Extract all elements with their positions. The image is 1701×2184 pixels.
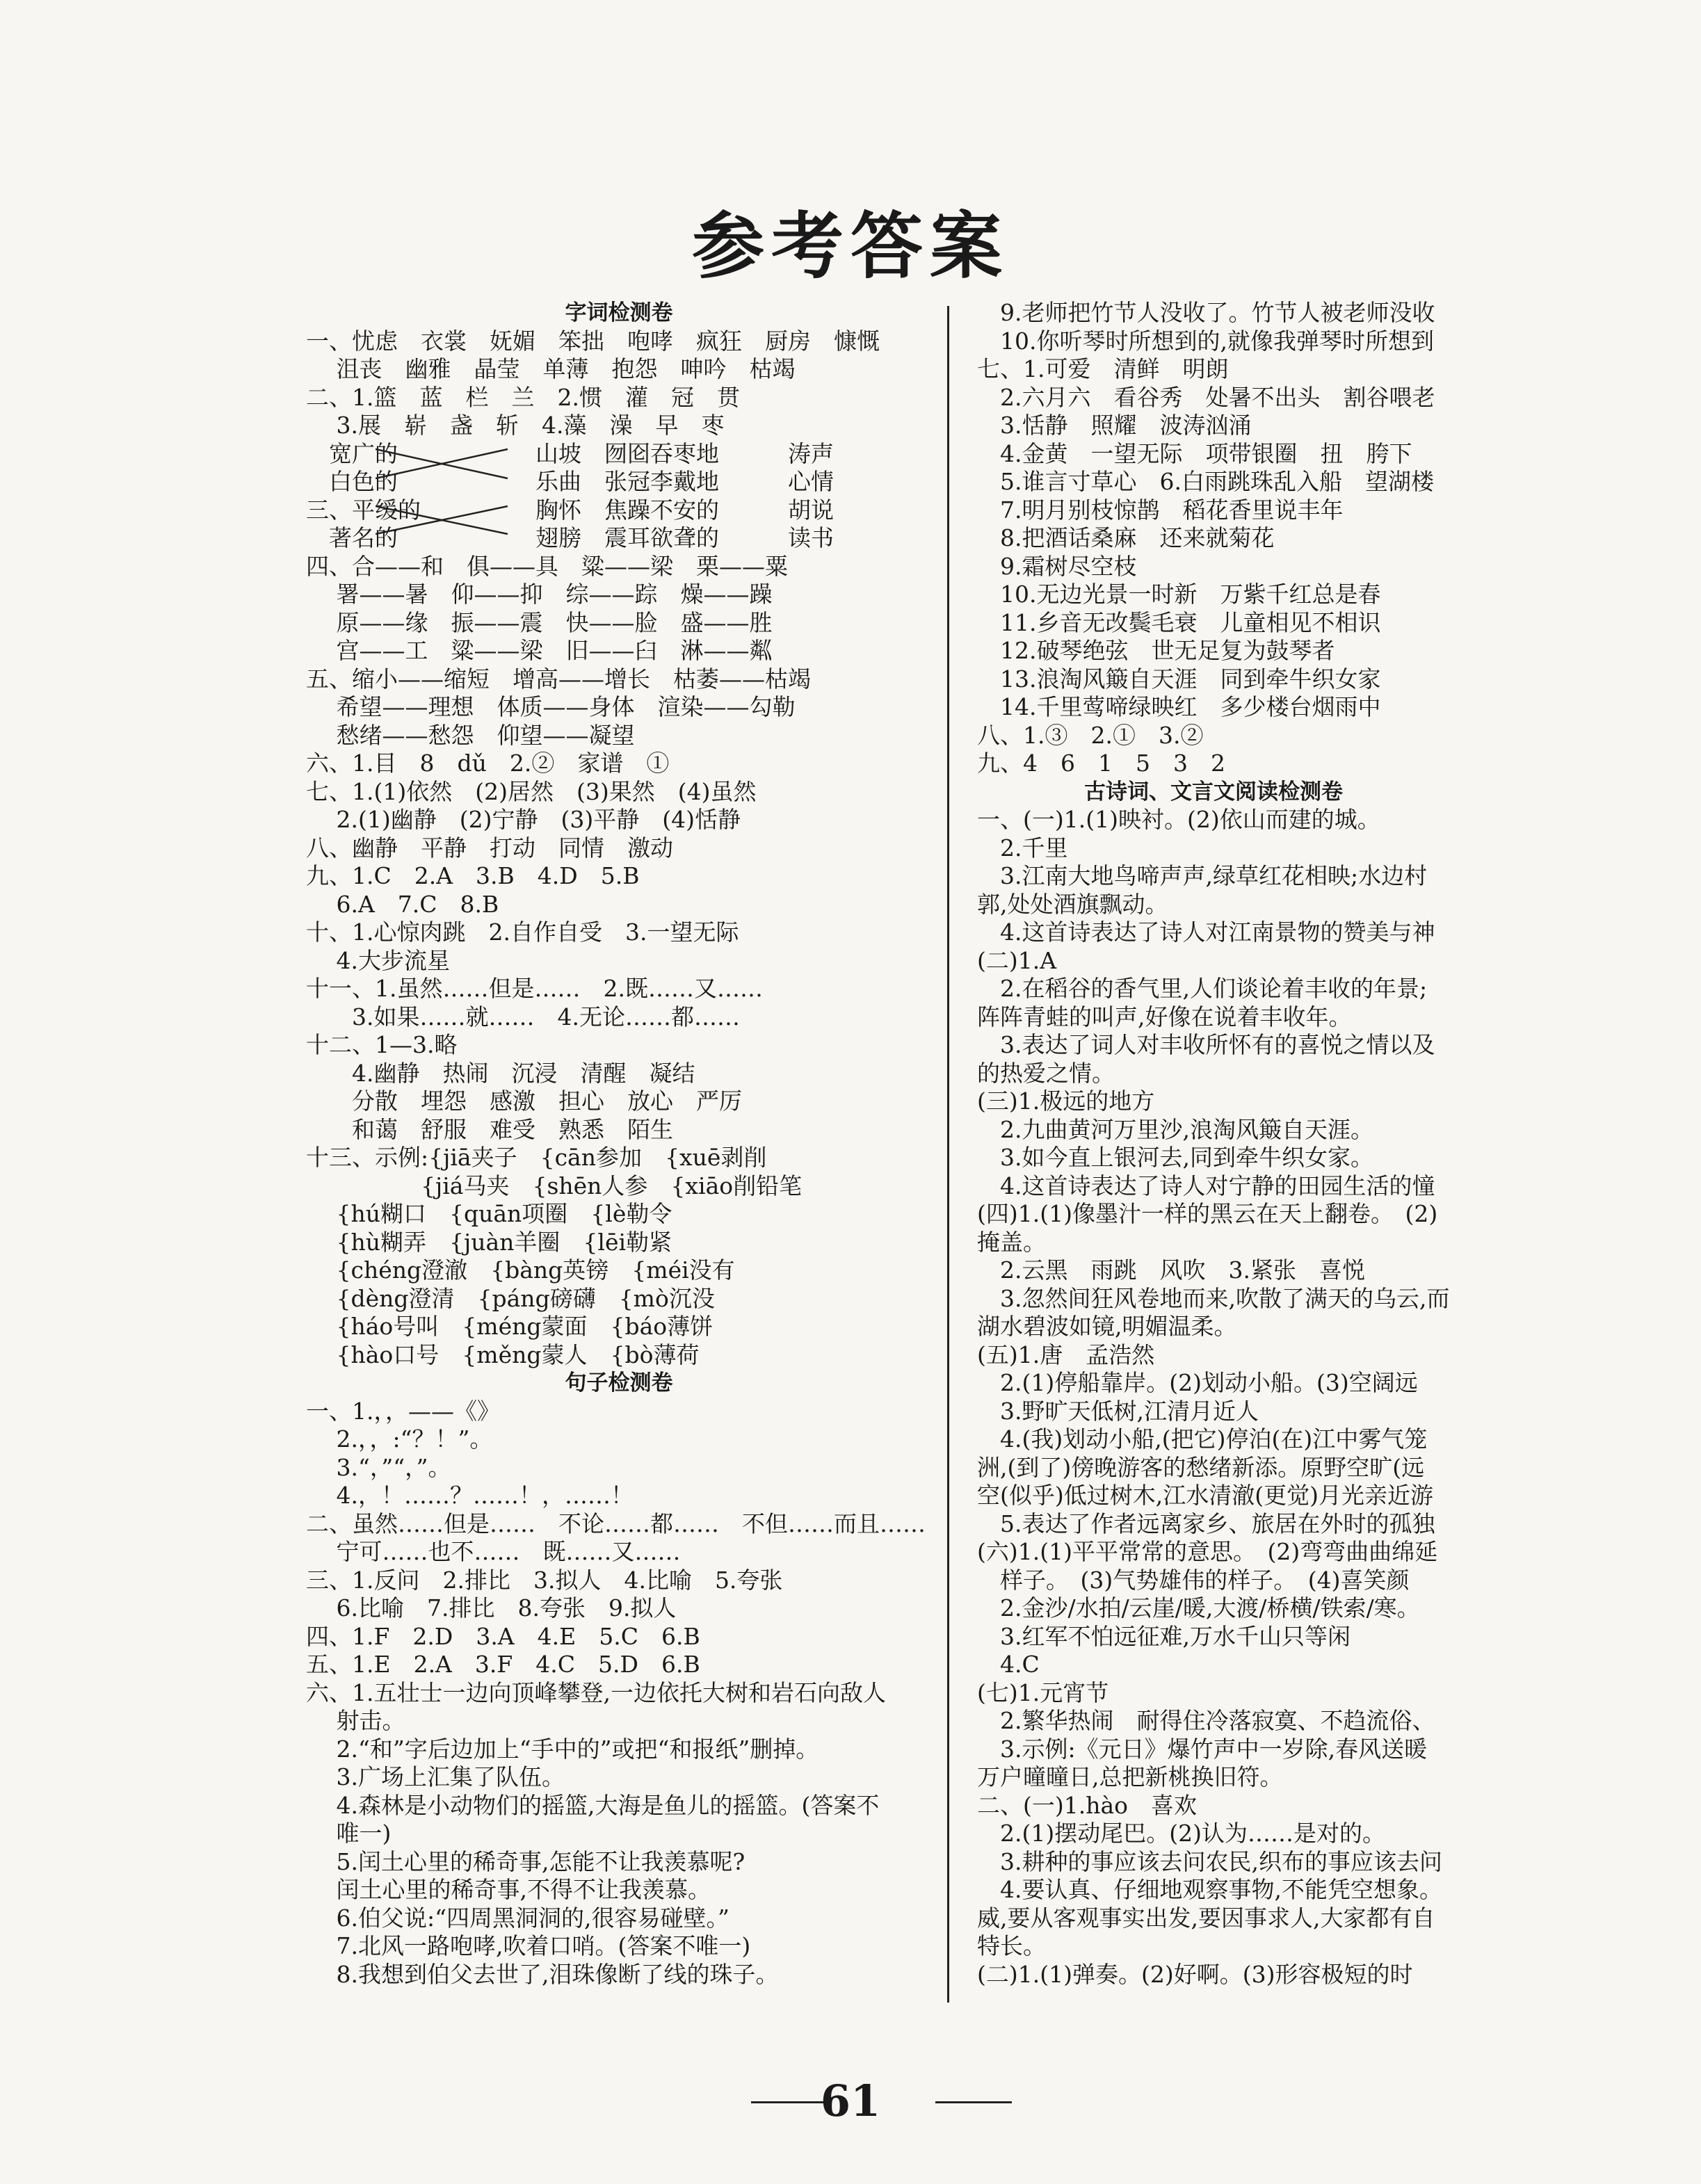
answer-line: 3.“，”“，”。	[306, 1453, 451, 1481]
answer-line: 十、1.心惊肉跳 2.自作自受 3.一望无际	[306, 919, 739, 946]
answer-line: 威,要从客观事实出发,要因事求人,大家都有自	[977, 1904, 1435, 1932]
answer-line: 白色的 乐曲 张冠李戴地 心情	[306, 468, 834, 495]
answer-line: 2.千里	[977, 834, 1068, 862]
answer-line: 八、幽静 平静 打动 同情 激动	[306, 834, 673, 862]
answer-line: {hù糊弄 {juàn羊圈 {lēi勒紧	[306, 1228, 672, 1256]
answer-line: 希望——理想 体质——身体 渲染——勾勒	[306, 693, 796, 720]
answer-line: (二)1.A	[977, 946, 1057, 974]
answer-line: 6.伯父说:“四周黑洞洞的,很容易碰壁。”	[306, 1904, 729, 1932]
answer-line: 的热爱之情。	[977, 1059, 1115, 1087]
answer-line: 2.金沙/水拍/云崖/暖,大渡/桥横/铁索/寒。	[977, 1594, 1420, 1621]
answer-line: 五、缩小——缩短 增高——增长 枯萎——枯竭	[306, 665, 811, 693]
answer-line: 宽广的 山坡 囫囵吞枣地 涛声	[306, 439, 834, 467]
answer-line: 3.耕种的事应该去问农民,织布的事应该去问	[1000, 1847, 1442, 1875]
answer-line: 2.(1)幽静 (2)宁静 (3)平静 (4)恬静	[306, 806, 741, 833]
answer-line: 5.闰土心里的稀奇事,怎能不让我羡慕呢?	[306, 1847, 745, 1875]
answer-line: 14.千里莺啼绿映红 多少楼台烟雨中	[977, 693, 1381, 720]
page-number-rule-right	[935, 2101, 1012, 2103]
answer-line: 一、忧虑 衣裳 妩媚 笨拙 咆哮 疯狂 厨房 慷慨	[306, 327, 880, 355]
answer-line: 2.在稻谷的香气里,人们谈论着丰收的年景;	[1000, 975, 1428, 1002]
answer-line: (五)1.唐 孟浩然	[977, 1341, 1155, 1368]
answer-line: 10.你听琴时所想到的,就像我弹琴时所想到	[1000, 327, 1434, 355]
answer-line: 特长。	[977, 1932, 1046, 1959]
answer-line: (二)1.(1)弹奏。(2)好啊。(3)形容极短的时	[977, 1960, 1413, 1988]
answer-line: 2.(1)停船靠岸。(2)划动小船。(3)空阔远	[1000, 1369, 1418, 1396]
answer-line: (六)1.(1)平平常常的意思。 (2)弯弯曲曲绵延	[977, 1538, 1438, 1565]
answer-line: 五、1.E 2.A 3.F 4.C 5.D 6.B	[306, 1651, 700, 1678]
answer-line: 闰土心里的稀奇事,不得不让我羡慕。	[306, 1876, 711, 1903]
answer-line: 样子。 (3)气势雄伟的样子。 (4)喜笑颜	[1000, 1566, 1410, 1594]
answer-line: 7.明月别枝惊鹊 稻花香里说丰年	[977, 496, 1344, 524]
answer-line: 六、1.目 8 dǔ 2.② 家谱 ①	[306, 750, 670, 777]
answer-line: 掩盖。	[977, 1228, 1046, 1256]
answer-line: 3.示例:《元日》爆竹声中一岁除,春风送暖	[1000, 1735, 1428, 1763]
answer-line: 3.野旷天低树,江清月近人	[977, 1397, 1259, 1425]
answer-line: 七、1.可爱 清鲜 明朗	[977, 355, 1229, 382]
answer-line: 原——缘 振——震 快——脸 盛——胜	[306, 608, 773, 636]
answer-line: 3.广场上汇集了队伍。	[306, 1763, 565, 1790]
answer-line: {hào口号 {měng蒙人 {bò薄荷	[306, 1341, 700, 1368]
answer-line: 6.比喻 7.排比 8.夸张 9.拟人	[306, 1594, 677, 1621]
answer-line: 郭,处处酒旗飘动。	[977, 890, 1168, 918]
answer-line: 3.红军不怕远征难,万水千山只等闲	[977, 1622, 1351, 1650]
answer-line: 空(似乎)低过树木,江水清澈(更觉)月光亲近游	[977, 1482, 1433, 1509]
answer-line: 3.展 崭 盏 斩 4.藻 澡 早 枣	[306, 412, 725, 439]
answer-line: 4.幽静 热闹 沉浸 清醒 凝结	[306, 1059, 695, 1087]
answer-line: 八、1.③ 2.① 3.②	[977, 721, 1204, 749]
answer-line: (三)1.极远的地方	[977, 1087, 1155, 1115]
answer-line: 愁绪——愁怨 仰望——凝望	[306, 721, 635, 749]
answer-line: 4.要认真、仔细地观察事物,不能凭空想象。	[1000, 1876, 1442, 1903]
answer-line: 十三、示例:{jiā夹子 {cān参加 {xuē剥削	[306, 1144, 767, 1171]
answer-line: 四、1.F 2.D 3.A 4.E 5.C 6.B	[306, 1622, 700, 1650]
answer-line: 唯一)	[306, 1820, 392, 1847]
matching-lines	[376, 437, 556, 555]
answer-line: 九、1.C 2.A 3.B 4.D 5.B	[306, 862, 640, 889]
answer-line: (七)1.元宵节	[977, 1679, 1109, 1706]
answer-line: 4.大步流星	[306, 946, 450, 974]
answer-line: 宁可……也不…… 既……又……	[306, 1538, 681, 1565]
answer-line: 2.(1)摆动尾巴。(2)认为……是对的。	[977, 1820, 1385, 1847]
answer-line: 万户曈曈日,总把新桃换旧符。	[977, 1763, 1283, 1790]
answer-line: 2.云黑 雨跳 风吹 3.紧张 喜悦	[977, 1256, 1365, 1284]
answer-line: 8.我想到伯父去世了,泪珠像断了线的珠子。	[306, 1960, 779, 1988]
column-divider	[947, 306, 949, 2003]
answer-line: 5.表达了作者远离家乡、旅居在外时的孤独	[1000, 1510, 1435, 1537]
answer-line: 13.浪淘风簸自天涯 同到牵牛织女家	[977, 665, 1381, 693]
answer-line: 分散 埋怨 感激 担心 放心 严厉	[306, 1087, 742, 1115]
answer-line: 二、1.篮 蓝 栏 兰 2.惯 灌 冠 贯	[306, 383, 740, 411]
page-number: 61	[820, 2076, 881, 2126]
answer-line: 九、4 6 1 5 3 2	[977, 750, 1225, 777]
answer-line: 11.乡音无改鬓毛衰 儿童相见不相识	[977, 608, 1381, 636]
answer-line: 10.无边光景一时新 万紫千红总是春	[977, 581, 1381, 608]
answer-line: 9.霜树尽空枝	[977, 552, 1137, 580]
answer-line: 十二、1—3.略	[306, 1031, 458, 1058]
answer-line: 六、1.五壮士一边向顶峰攀登,一边依托大树和岩石向敌人	[306, 1679, 886, 1706]
page-title: 参考答案	[691, 203, 1009, 289]
answer-line: 3.表达了词人对丰收所怀有的喜悦之情以及	[1000, 1031, 1435, 1058]
answer-line: 4.C	[977, 1651, 1040, 1678]
answer-line: 宫——工 粱——梁 旧——臼 淋——粼	[306, 637, 773, 664]
answer-line: 4.(我)划动小船,(把它)停泊(在)江中雾气笼	[1000, 1425, 1428, 1453]
answer-line: 阵阵青蛙的叫声,好像在说着丰收年。	[977, 1003, 1352, 1030]
section-heading: 古诗词、文言文阅读检测卷	[1084, 779, 1343, 804]
answer-line: 12.破琴绝弦 世无足复为鼓琴者	[977, 637, 1335, 664]
answer-line: 3.如今直上银河去,同到牵牛织女家。	[977, 1144, 1373, 1171]
answer-line: {jiá马夹 {shēn人参 {xiāo削铅笔	[306, 1172, 803, 1199]
answer-line: 4.这首诗表达了诗人对江南景物的赞美与神	[1000, 919, 1435, 946]
answer-line: 和蔼 舒服 难受 熟悉 陌生	[306, 1115, 673, 1143]
answer-line: 3.恬静 照耀 波涛汹涌	[977, 412, 1252, 439]
answer-line: 署——暑 仰——抑 综——踪 燥——躁	[306, 581, 773, 608]
answer-line: 沮丧 幽雅 晶莹 单薄 抱怨 呻吟 枯竭	[306, 355, 796, 382]
answer-line: 三、1.反问 2.排比 3.拟人 4.比喻 5.夸张	[306, 1566, 783, 1594]
answer-line: 2.，，:“？！”。	[306, 1425, 493, 1453]
answer-line: 射击。	[306, 1707, 405, 1734]
answer-line: 洲,(到了)傍晚游客的愁绪新添。原野空旷(远	[977, 1453, 1425, 1481]
answer-line: 2.九曲黄河万里沙,浪淘风簸自天涯。	[977, 1115, 1373, 1143]
answer-line: 6.A 7.C 8.B	[306, 890, 499, 918]
section-heading: 句子检测卷	[565, 1370, 673, 1396]
answer-line: 一、(一)1.(1)映衬。(2)依山而建的城。	[977, 806, 1380, 833]
section-heading: 字词检测卷	[565, 300, 673, 325]
answer-line: 5.谁言寸草心 6.白雨跳珠乱入船 望湖楼	[1000, 468, 1434, 495]
answer-line: 7.北风一路咆哮,吹着口哨。(答案不唯一)	[306, 1932, 751, 1959]
answer-line: 3.忽然间狂风卷地而来,吹散了满天的乌云,而	[1000, 1284, 1450, 1312]
answer-line: {hú糊口 {quān项圈 {lè勒令	[306, 1200, 672, 1227]
answer-line: 2.“和”字后边加上“手中的”或把“和报纸”删掉。	[306, 1735, 819, 1763]
answer-line: 一、1.，，——《》	[306, 1397, 500, 1425]
answer-line: 4.这首诗表达了诗人对宁静的田园生活的憧	[1000, 1172, 1435, 1199]
answer-line: 8.把酒话桑麻 还来就菊花	[977, 524, 1275, 551]
answer-line: 2.六月六 看谷秀 处暑不出头 割谷喂老	[1000, 383, 1435, 411]
answer-line: 十一、1.虽然……但是…… 2.既……又……	[306, 975, 763, 1002]
answer-line: 四、合——和 俱——具 粱——梁 栗——粟	[306, 552, 788, 580]
answer-line: 4.森林是小动物们的摇篮,大海是鱼儿的摇篮。(答案不	[306, 1791, 880, 1819]
answer-line: {háo号叫 {méng蒙面 {báo薄饼	[306, 1313, 714, 1340]
answer-line: 二、虽然……但是…… 不论……都…… 不但……而且……	[306, 1510, 926, 1537]
answer-line: 湖水碧波如镜,明媚温柔。	[977, 1313, 1237, 1340]
answer-line: 4.，！……？……！，……！	[306, 1482, 634, 1509]
answer-line: {chéng澄澈 {bàng英镑 {méi没有	[306, 1256, 735, 1284]
answer-line: {dèng澄清 {páng磅礴 {mò沉没	[306, 1284, 715, 1312]
answer-line: 二、(一)1.hào 喜欢	[977, 1791, 1198, 1819]
answer-line: 3.如果……就…… 4.无论……都……	[306, 1003, 740, 1030]
right-column	[977, 299, 1450, 1989]
answer-line: 三、平缓的 胸怀 焦躁不安的 胡说	[306, 496, 834, 524]
answer-line: 2.繁华热闹 耐得住冷落寂寞、不趋流俗、	[1000, 1707, 1435, 1734]
answer-line: 3.江南大地鸟啼声声,绿草红花相映;水边村	[1000, 862, 1428, 889]
answer-line: 9.老师把竹节人没收了。竹节人被老师没收	[1000, 299, 1435, 326]
answer-line: (四)1.(1)像墨汁一样的黑云在天上翻卷。 (2)	[977, 1200, 1438, 1227]
answer-line: 七、1.(1)依然 (2)居然 (3)果然 (4)虽然	[306, 777, 757, 805]
answer-line: 4.金黄 一望无际 项带银圈 扭 胯下	[977, 439, 1412, 467]
answer-line: 著名的 翅膀 震耳欲聋的 读书	[306, 524, 834, 551]
